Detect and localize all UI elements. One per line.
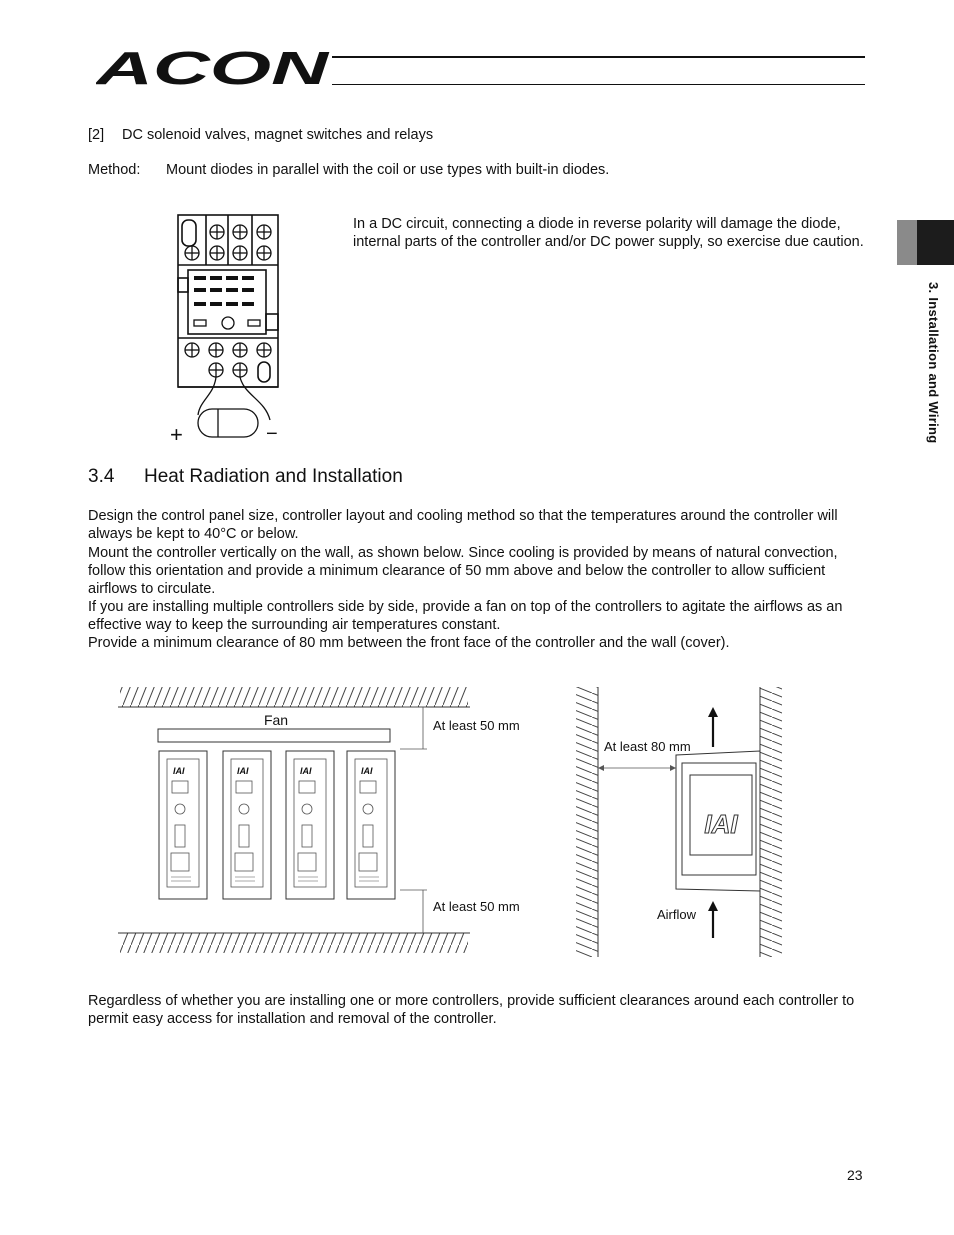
logo-text: ACON [96, 46, 330, 90]
section-title: Heat Radiation and Installation [144, 466, 403, 487]
method-label: Method: [88, 162, 141, 178]
plus-sign: + [170, 422, 183, 445]
mounting-wall-hatch [760, 687, 782, 957]
paragraph-fan: If you are installing multiple controllers side by side, provide a fan on top of the controllers to agitate the airflows as an effective way to keep the surrounding air temperatures constant. [88, 599, 843, 633]
side-view-diagram [572, 685, 787, 960]
controller-unit-3 [286, 751, 334, 899]
fan-label: Fan [263, 712, 289, 728]
controller-logo: IAI [300, 766, 312, 776]
controller-logo: IAI [361, 766, 373, 776]
airflow-arrow-bottom [708, 901, 718, 938]
section-number: 3.4 [88, 466, 115, 487]
airflow-label: Airflow [657, 907, 697, 922]
side-controller-logo: IAI [704, 809, 738, 839]
controller-unit-2 [223, 751, 271, 899]
front-clearance-label: At least 80 mm [604, 739, 691, 754]
method-text: Mount diodes in parallel with the coil or use types with built-in diodes. [166, 162, 610, 178]
header-rule-bottom [332, 84, 865, 85]
airflow-arrow-top [708, 707, 718, 747]
relay-diode-diagram [170, 210, 285, 445]
closing-paragraph: Regardless of whether you are installing one or more controllers, provide sufficient clearances around each controller to permit easy access for installation and removal of the controller. [88, 993, 855, 1027]
diode-caution-note: In a DC circuit, connecting a diode in reverse polarity will damage the diode, internal parts of the controller and/or DC power supply, so exercise due caution. [353, 216, 864, 250]
header-rule-top [332, 56, 865, 58]
ceiling-hatch [120, 687, 468, 707]
chapter-label: 3. Installation and Wiring [926, 282, 941, 444]
top-clearance-label: At least 50 mm [433, 718, 520, 733]
bottom-clearance-label: At least 50 mm [433, 899, 520, 914]
acon-logo [96, 46, 336, 90]
controller-logo: IAI [173, 766, 185, 776]
chapter-tab-grey [897, 220, 917, 265]
fan-unit [158, 729, 390, 742]
controller-side [676, 751, 760, 891]
controller-unit-4 [347, 751, 395, 899]
item-title: DC solenoid valves, magnet switches and relays [122, 127, 434, 143]
multi-controller-diagram [115, 685, 535, 960]
section-heading [88, 466, 403, 488]
front-cover-hatch [576, 687, 598, 957]
controller-logo: IAI [237, 766, 249, 776]
paragraph-orientation: Mount the controller vertically on the wall, as shown below. Since cooling is provided by means of natural convection, follow this orientation and provide a minimum clearance of 50 mm above and below the controller to allow sufficient airflows to circulate. [88, 545, 838, 597]
paragraph-front-clearance: Provide a minimum clearance of 80 mm between the front face of the controller and the wall (cover). [88, 635, 730, 651]
page-number: 23 [847, 1167, 863, 1183]
minus-sign: − [266, 423, 278, 445]
chapter-tab-dark [917, 220, 954, 265]
paragraph-temperature: Design the control panel size, controller layout and cooling method so that the temperatures around the controller will always be kept to 40°C or below. [88, 508, 838, 542]
floor-hatch [120, 933, 468, 953]
item-marker: [2] [88, 127, 105, 143]
controller-unit-1 [159, 751, 207, 899]
